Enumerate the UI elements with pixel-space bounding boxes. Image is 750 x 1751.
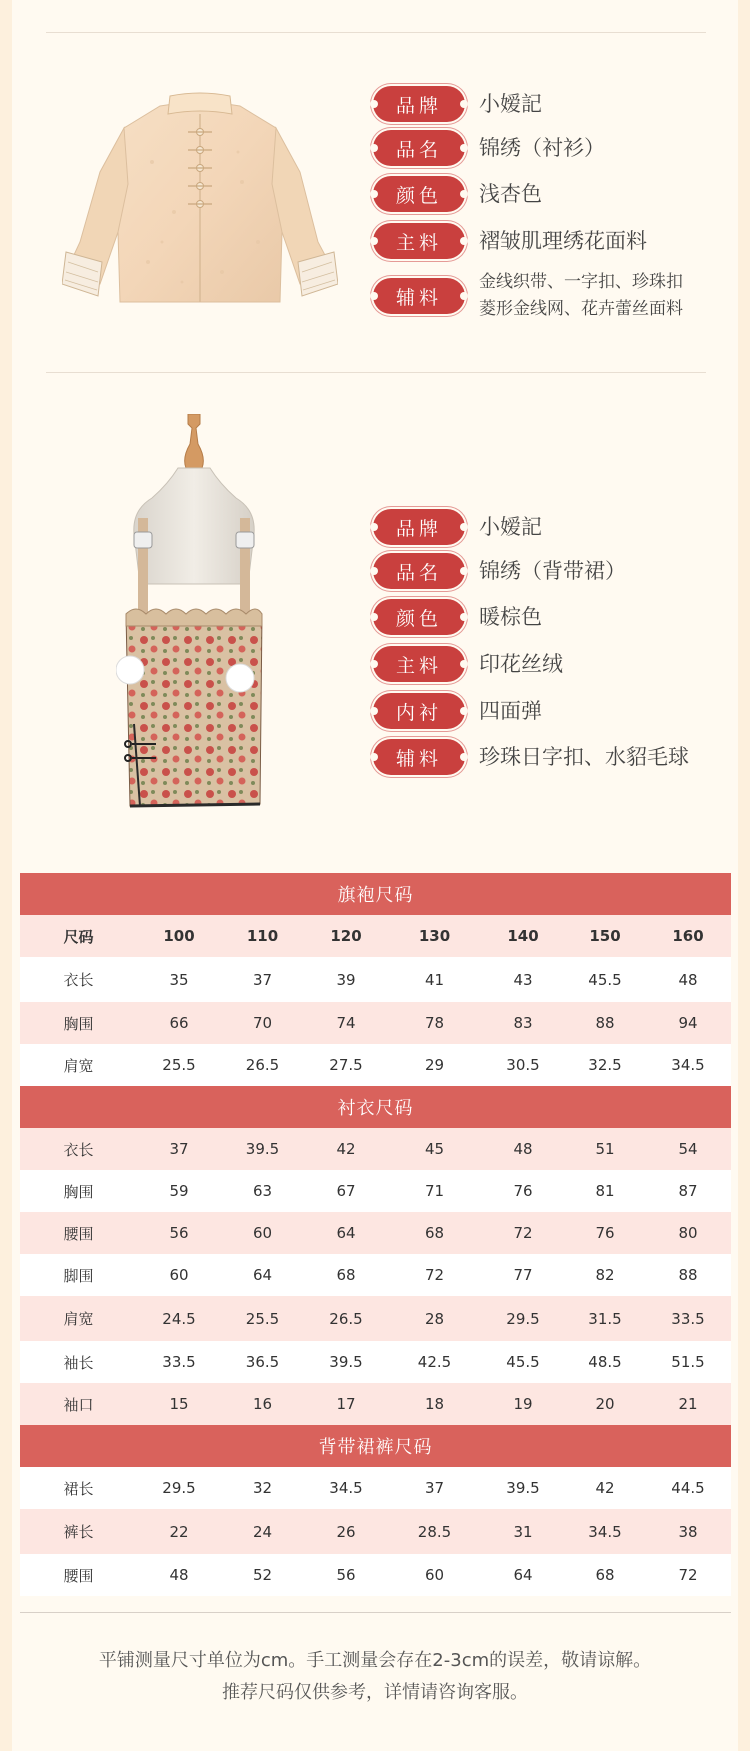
header-cell: 120	[304, 915, 388, 957]
table-cell: 28.5	[388, 1509, 481, 1554]
table-cell: 32	[221, 1467, 304, 1509]
header-cell: 130	[388, 915, 481, 957]
attr-row-color	[373, 176, 733, 212]
table-section-header	[20, 1086, 731, 1128]
attr-value	[479, 269, 683, 323]
table-cell: 56	[304, 1554, 388, 1596]
attr-value: 小嫒記	[479, 514, 542, 539]
attr-value: 暖棕色	[479, 604, 542, 629]
section-title: 背带裙裤尺码	[20, 1425, 731, 1467]
table-cell: 60	[221, 1212, 304, 1254]
table-cell: 脚围	[20, 1254, 137, 1296]
header-cell: 140	[481, 915, 565, 957]
table-cell: 72	[481, 1212, 565, 1254]
table-row	[20, 1554, 731, 1596]
table-cell: 67	[304, 1170, 388, 1212]
divider	[46, 32, 706, 33]
section-title: 旗袍尺码	[20, 873, 731, 915]
attr-label-badge: 颜色	[373, 599, 465, 635]
attr-row-accessories	[373, 269, 733, 323]
attr-row-accessories	[373, 739, 733, 775]
page-border-right	[738, 0, 750, 1751]
blouse-photo	[62, 92, 338, 308]
table-cell: 39.5	[221, 1128, 304, 1170]
table-cell: 胸围	[20, 1170, 137, 1212]
table-cell: 45.5	[565, 957, 645, 1002]
table-cell: 78	[388, 1002, 481, 1044]
table-section-header	[20, 873, 731, 915]
attr-row-lining	[373, 693, 733, 729]
table-cell: 64	[481, 1554, 565, 1596]
attr-label-badge: 主料	[373, 646, 465, 682]
table-cell: 81	[565, 1170, 645, 1212]
attr-label-badge: 品名	[373, 130, 465, 166]
header-cell: 160	[645, 915, 731, 957]
table-cell: 48.5	[565, 1341, 645, 1383]
table-section-header	[20, 1425, 731, 1467]
table-cell: 59	[137, 1170, 221, 1212]
attr-label-badge: 辅料	[373, 278, 465, 314]
table-cell: 胸围	[20, 1002, 137, 1044]
table-cell: 34.5	[565, 1509, 645, 1554]
attr-value: 四面弹	[479, 698, 542, 723]
table-cell: 83	[481, 1002, 565, 1044]
table-cell: 60	[137, 1254, 221, 1296]
header-cell: 150	[565, 915, 645, 957]
header-cell: 100	[137, 915, 221, 957]
table-row	[20, 1341, 731, 1383]
table-cell: 28	[388, 1296, 481, 1341]
attr-label-badge: 内衬	[373, 693, 465, 729]
measurement-note	[0, 1645, 750, 1709]
attr-label-badge: 颜色	[373, 176, 465, 212]
attr-value: 珍珠日字扣、水貂毛球	[479, 744, 689, 769]
table-row	[20, 1383, 731, 1425]
table-cell: 37	[221, 957, 304, 1002]
attr-row-main-fabric	[373, 646, 733, 682]
table-row	[20, 1296, 731, 1341]
note-line: 平铺测量尺寸单位为cm。手工测量会存在2-3cm的误差，敬请谅解。	[98, 1650, 652, 1671]
table-cell: 72	[645, 1554, 731, 1596]
table-cell: 31.5	[565, 1296, 645, 1341]
attr-label-badge: 品牌	[373, 509, 465, 545]
table-cell: 35	[137, 957, 221, 1002]
attr-label-badge: 品牌	[373, 86, 465, 122]
table-cell: 72	[388, 1254, 481, 1296]
table-cell: 56	[137, 1212, 221, 1254]
attr-row-main-fabric	[373, 223, 733, 259]
table-cell: 60	[388, 1554, 481, 1596]
table-cell: 腰围	[20, 1212, 137, 1254]
table-row	[20, 1044, 731, 1086]
table-cell: 裤长	[20, 1509, 137, 1554]
table-row	[20, 1212, 731, 1254]
attr-value: 锦绣（背带裙）	[479, 558, 626, 583]
table-cell: 64	[304, 1212, 388, 1254]
header-cell: 尺码	[20, 915, 137, 957]
attr-value: 小嫒記	[479, 91, 542, 116]
table-cell: 33.5	[645, 1296, 731, 1341]
table-cell: 44.5	[645, 1467, 731, 1509]
table-cell: 39	[304, 957, 388, 1002]
table-cell: 42.5	[388, 1341, 481, 1383]
table-bottom-rule	[20, 1612, 731, 1613]
table-cell: 68	[304, 1254, 388, 1296]
table-row	[20, 1002, 731, 1044]
attr-value: 褶皱肌理绣花面料	[479, 228, 647, 253]
table-cell: 29.5	[481, 1296, 565, 1341]
table-cell: 94	[645, 1002, 731, 1044]
table-cell: 24	[221, 1509, 304, 1554]
attr-label-badge: 辅料	[373, 739, 465, 775]
table-cell: 64	[221, 1254, 304, 1296]
attr-label-badge: 主料	[373, 223, 465, 259]
table-cell: 82	[565, 1254, 645, 1296]
table-cell: 52	[221, 1554, 304, 1596]
table-cell: 74	[304, 1002, 388, 1044]
table-cell: 21	[645, 1383, 731, 1425]
table-row	[20, 1128, 731, 1170]
table-row	[20, 1509, 731, 1554]
table-cell: 17	[304, 1383, 388, 1425]
table-cell: 肩宽	[20, 1044, 137, 1086]
table-cell: 36.5	[221, 1341, 304, 1383]
attr-value: 浅杏色	[479, 181, 542, 206]
table-cell: 30.5	[481, 1044, 565, 1086]
table-cell: 肩宽	[20, 1296, 137, 1341]
table-cell: 54	[645, 1128, 731, 1170]
table-cell: 42	[565, 1467, 645, 1509]
table-cell: 腰围	[20, 1554, 137, 1596]
size-table	[20, 873, 731, 1596]
attr-row-color	[373, 599, 733, 635]
table-header-row	[20, 915, 731, 957]
table-row	[20, 1170, 731, 1212]
table-cell: 38	[645, 1509, 731, 1554]
table-cell: 衣长	[20, 1128, 137, 1170]
table-cell: 88	[645, 1254, 731, 1296]
table-cell: 70	[221, 1002, 304, 1044]
table-cell: 19	[481, 1383, 565, 1425]
table-cell: 76	[565, 1212, 645, 1254]
attr-row-brand	[373, 509, 733, 545]
table-cell: 22	[137, 1509, 221, 1554]
table-cell: 16	[221, 1383, 304, 1425]
table-cell: 88	[565, 1002, 645, 1044]
table-cell: 37	[388, 1467, 481, 1509]
table-cell: 25.5	[137, 1044, 221, 1086]
table-cell: 27.5	[304, 1044, 388, 1086]
table-cell: 18	[388, 1383, 481, 1425]
table-cell: 42	[304, 1128, 388, 1170]
table-cell: 71	[388, 1170, 481, 1212]
table-row	[20, 1254, 731, 1296]
attr-value: 印花丝绒	[479, 651, 563, 676]
table-cell: 25.5	[221, 1296, 304, 1341]
table-row	[20, 957, 731, 1002]
table-cell: 衣长	[20, 957, 137, 1002]
table-cell: 34.5	[304, 1467, 388, 1509]
table-cell: 袖口	[20, 1383, 137, 1425]
table-cell: 26.5	[221, 1044, 304, 1086]
table-cell: 33.5	[137, 1341, 221, 1383]
table-cell: 45	[388, 1128, 481, 1170]
table-row	[20, 1467, 731, 1509]
attr-value-line: 菱形金线网、花卉蕾丝面料	[479, 299, 683, 320]
table-cell: 48	[481, 1128, 565, 1170]
table-cell: 37	[137, 1128, 221, 1170]
attr-row-name	[373, 130, 733, 166]
table-cell: 80	[645, 1212, 731, 1254]
table-cell: 48	[137, 1554, 221, 1596]
table-cell: 77	[481, 1254, 565, 1296]
table-cell: 68	[565, 1554, 645, 1596]
table-cell: 裙长	[20, 1467, 137, 1509]
header-cell: 110	[221, 915, 304, 957]
table-cell: 26.5	[304, 1296, 388, 1341]
table-cell: 袖长	[20, 1341, 137, 1383]
attr-row-name	[373, 553, 733, 589]
table-cell: 32.5	[565, 1044, 645, 1086]
table-cell: 51	[565, 1128, 645, 1170]
attr-label-badge: 品名	[373, 553, 465, 589]
table-cell: 39.5	[481, 1467, 565, 1509]
table-cell: 51.5	[645, 1341, 731, 1383]
table-cell: 41	[388, 957, 481, 1002]
table-cell: 68	[388, 1212, 481, 1254]
table-cell: 15	[137, 1383, 221, 1425]
table-cell: 87	[645, 1170, 731, 1212]
table-cell: 43	[481, 957, 565, 1002]
page-border-left	[0, 0, 12, 1751]
note-line: 推荐尺码仅供参考，详情请咨询客服。	[222, 1682, 528, 1703]
divider	[46, 372, 706, 373]
table-cell: 45.5	[481, 1341, 565, 1383]
table-cell: 48	[645, 957, 731, 1002]
table-cell: 29.5	[137, 1467, 221, 1509]
table-cell: 63	[221, 1170, 304, 1212]
section-title: 衬衣尺码	[20, 1086, 731, 1128]
table-cell: 26	[304, 1509, 388, 1554]
table-cell: 76	[481, 1170, 565, 1212]
table-cell: 39.5	[304, 1341, 388, 1383]
table-cell: 24.5	[137, 1296, 221, 1341]
table-cell: 34.5	[645, 1044, 731, 1086]
table-cell: 31	[481, 1509, 565, 1554]
attr-row-brand	[373, 86, 733, 122]
table-cell: 29	[388, 1044, 481, 1086]
attr-value-line: 金线织带、一字扣、珍珠扣	[479, 272, 683, 292]
table-cell: 66	[137, 1002, 221, 1044]
attr-value: 锦绣（衬衫）	[479, 135, 605, 160]
table-cell: 20	[565, 1383, 645, 1425]
pinafore-photo	[116, 414, 272, 814]
